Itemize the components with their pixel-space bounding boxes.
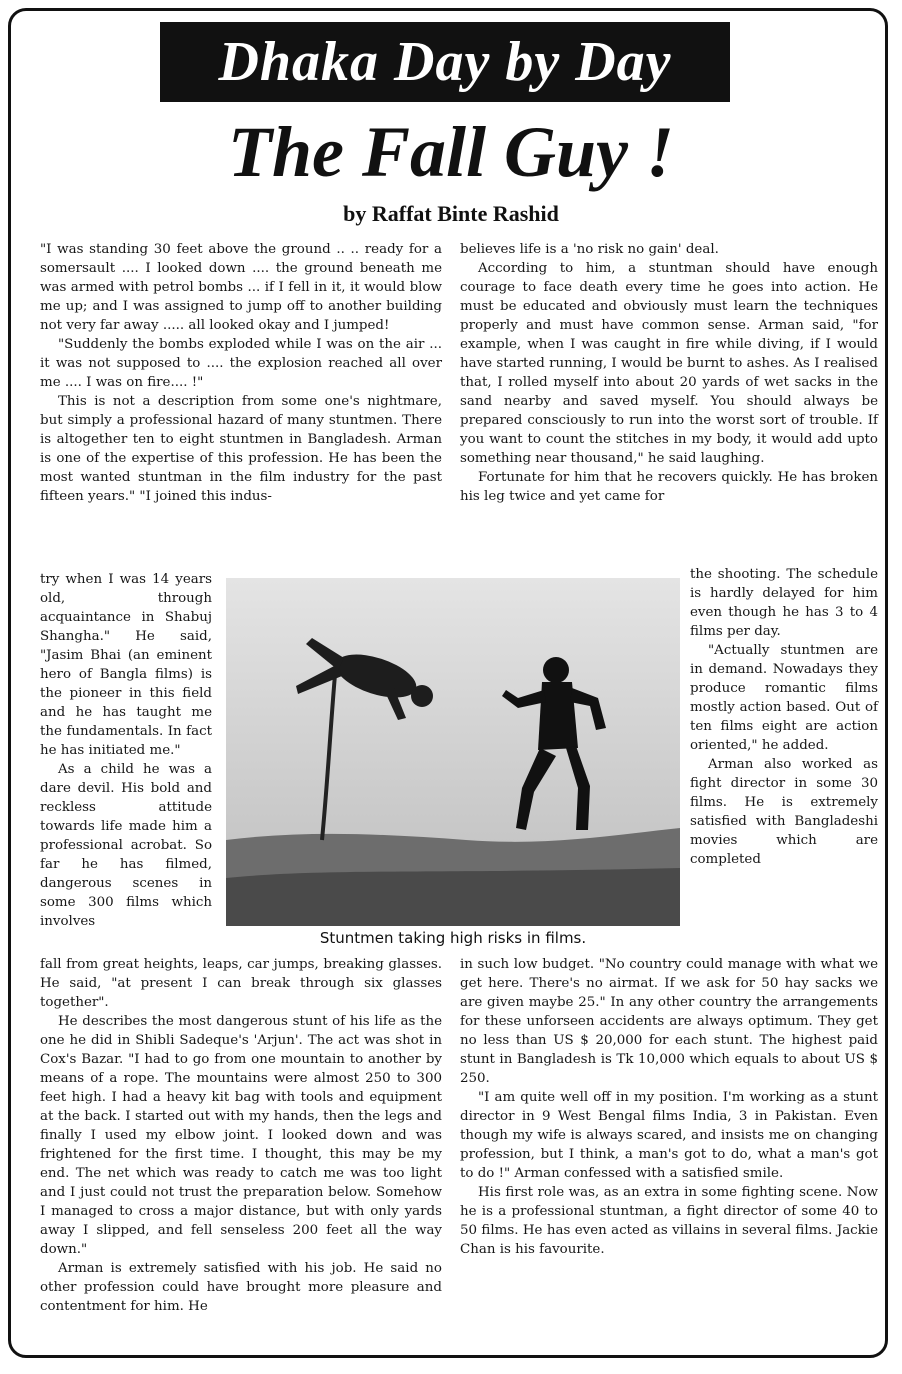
paragraph: "Suddenly the bombs exploded while I was on the air ... it was not supposed to .... the explosion reached all over me .... I was on fire.... !" <box>40 337 442 390</box>
paragraph: in such low budget. "No country could manage with what we get here. There's no airmat. If we ask for 50 hay sacks we are given maybe 25." In any other country the arrangements for these unforseen accidents are always optimum. They get no less than US $ 20,000 for each stunt. The highest paid stunt in Bangladesh is Tk 10,000 which equals to about US $ 250. <box>460 957 878 1086</box>
foreground-ground <box>226 868 680 926</box>
paragraph: Arman is extremely satisfied with his job. He said no other profession could have brought more pleasure and contentment for him. He <box>40 1261 442 1314</box>
paragraph: His first role was, as an extra in some fighting scene. Now he is a professional stuntman, a fight director of some 40 to 50 films. He has even acted as villains in several films. Jackie Chan is his favourite. <box>460 1185 878 1257</box>
paragraph: try when I was 14 years old, through acquaintance in Shabuj Shangha." He said, "Jasim Bhai (an eminent hero of Bangla films) is the pioneer in this field and he has taught me the fundamentals. In fact he has initiated me." <box>40 572 212 758</box>
paragraph: "Actually stuntmen are in demand. Nowadays they produce romantic films mostly action based. Out of ten films eight are action oriented," he added. <box>690 643 878 753</box>
paragraph: As a child he was a dare devil. His bold and reckless attitude towards life made him a professional acrobat. So far he has filmed, dangerous scenes in some 300 films which involves <box>40 762 212 929</box>
stunt-photo-illustration <box>226 578 680 926</box>
paragraph: believes life is a 'no risk no gain' deal. <box>460 242 719 257</box>
article-headline: The Fall Guy ! <box>227 112 675 192</box>
column-1-bottom <box>40 955 442 1316</box>
article-byline: by Raffat Binte Rashid <box>343 201 559 226</box>
paragraph: According to him, a stuntman should have enough courage to face death every time he goes into action. He must be educated and obviously must learn the techniques properly and must have common sense. Arman said, "for example, when I was caught in fire while diving, if I would have started running, I would be burnt to ashes. As I realised that, I rolled myself into about 20 yards of wet sacks in the sand nearby and saved myself. You should always be prepared consciously to run into the worst sort of trouble. If you want to count the stitches in my body, it would add upto something near thousand," he said laughing. <box>460 261 878 466</box>
column-2-top <box>460 240 878 506</box>
paragraph: "I am quite well off in my position. I'm working as a stunt director in 9 West Bengal films India, 3 in Pakistan. Even though my wife is always scared, and insists me on changing profession, but I think, a man's got to do, what a man's got to do !" Arman confessed with a satisfied smile. <box>460 1090 878 1181</box>
paragraph: fall from great heights, leaps, car jumps, breaking glasses. He said, "at present I can break through six glasses together". <box>40 957 442 1010</box>
column-2-narrow <box>690 565 878 869</box>
photo-caption: Stuntmen taking high risks in films. <box>319 929 587 947</box>
section-banner: Dhaka Day by Day <box>160 22 730 102</box>
paragraph: This is not a description from some one's nightmare, but simply a professional hazard of many stuntmen. There is altogether ten to eight stuntmen in Bangladesh. Arman is one of the expertise of this profession. He has been the most wanted stuntman in the film industry for the past fifteen years." "I joined this indus- <box>40 394 442 504</box>
column-1-top <box>40 240 442 506</box>
column-2-bottom <box>460 955 878 1259</box>
paragraph: "I was standing 30 feet above the ground .. .. ready for a somersault .... I looked down .... the ground beneath me was armed with petrol bombs ... if I fell in it, it would blow me up; and I was assigned to jump off to another building not very far away ..... all looked okay and I jumped! <box>40 242 442 333</box>
paragraph: He describes the most dangerous stunt of his life as the one he did in Shibli Sadeque's 'Arjun'. The act was shot in Cox's Bazar. "I had to go from one mountain to another by means of a rope. The mountains were almost 250 to 300 feet high. I had a heavy kit bag with tools and equipment at the back. I started out with my hands, then the legs and finally I used my elbow joint. I looked down and was frightened for the first time. I thought, this may be my end. The net which was ready to catch me was too light and I just could not trust the preparation below. Somehow I managed to cross a major distance, but with only yards away I slipped, and fell senseless 200 feet all the way down." <box>40 1014 442 1257</box>
paragraph: Arman also worked as fight director in some 30 films. He is extremely satisfied with Bangladeshi movies which are completed <box>690 757 878 867</box>
stunt-photo <box>226 578 680 926</box>
paragraph: the shooting. The schedule is hardly delayed for him even though he has 3 to 4 films per day. <box>690 567 878 639</box>
column-1-narrow <box>40 570 212 931</box>
paragraph: Fortunate for him that he recovers quickly. He has broken his leg twice and yet came for <box>460 470 878 504</box>
